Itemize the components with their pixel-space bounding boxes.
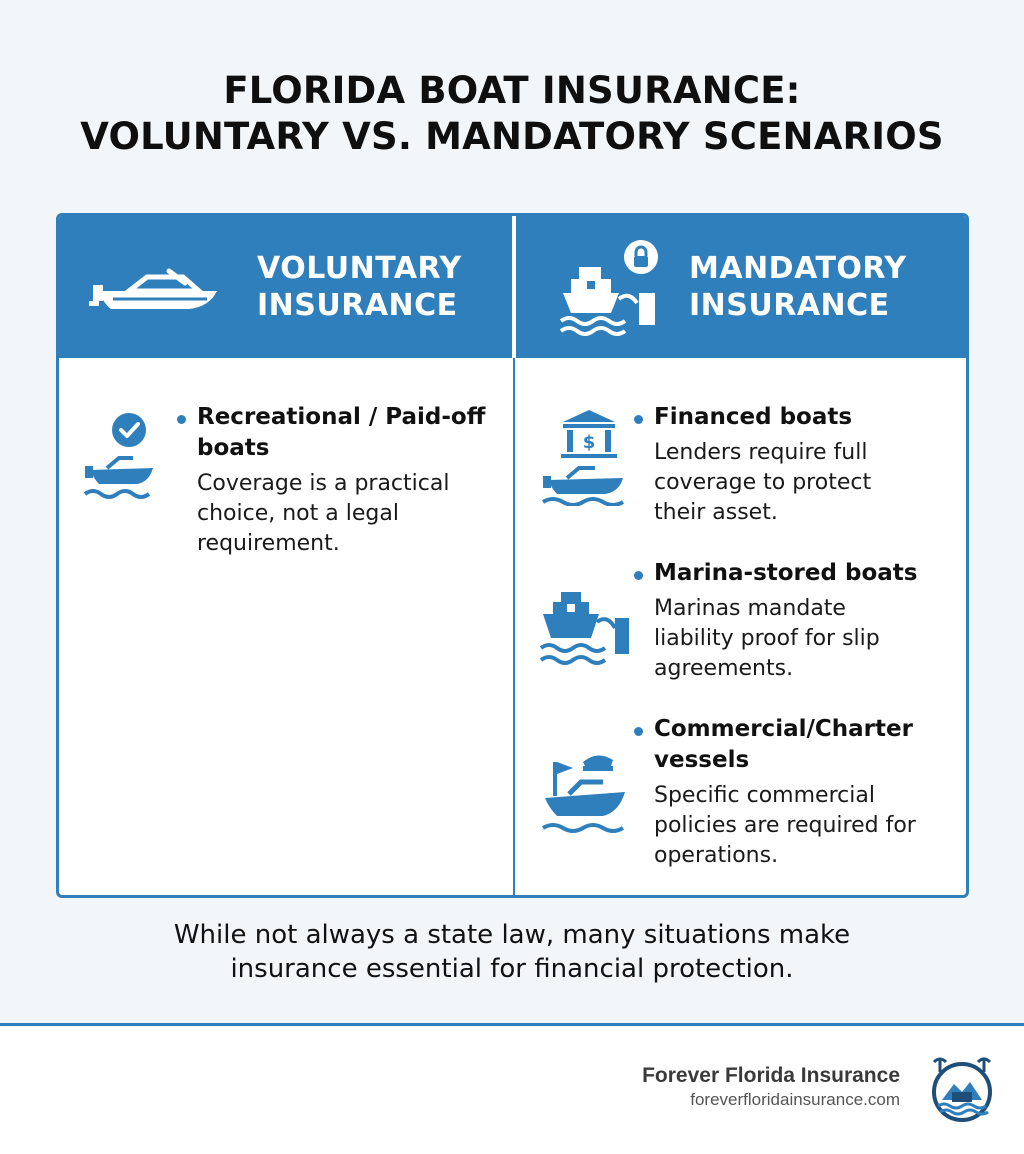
bullet-dot: [634, 571, 643, 580]
voluntary-item-desc-line-3: requirement.: [197, 531, 340, 556]
voluntary-heading: [257, 250, 462, 324]
voluntary-item-title-line-1: Recreational / Paid-off: [197, 404, 486, 430]
voluntary-heading-line-1: VOLUNTARY: [257, 251, 462, 286]
commercial-item-desc-line-1: Specific commercial: [654, 783, 875, 808]
financed-item-title-line-1: Financed boats: [654, 404, 853, 430]
voluntary-item-desc-line-2: choice, not a legal: [197, 501, 399, 526]
commercial-item-desc: [654, 781, 916, 871]
mandatory-heading: [689, 250, 907, 324]
marina-item-desc: [654, 594, 880, 684]
speedboat-icon: [89, 257, 229, 317]
brand-url[interactable]: foreverfloridainsurance.com: [690, 1090, 900, 1109]
bullet-dot: [177, 415, 186, 424]
marina-item-title: [654, 558, 917, 589]
financed-item-desc-line-2: coverage to protect: [654, 470, 872, 495]
voluntary-item-desc-line-1: Coverage is a practical: [197, 471, 450, 496]
svg-text:$: $: [582, 432, 596, 453]
voluntary-header: [89, 216, 462, 358]
brand-name: Forever Florida Insurance: [642, 1064, 900, 1087]
bullet-dot: [634, 415, 643, 424]
financed-item-desc-line-1: Lenders require full: [654, 440, 868, 465]
checkmark-boat-icon: [81, 412, 157, 504]
bank-boat-icon: [539, 408, 631, 506]
marina-item-desc-line-1: Marinas mandate: [654, 596, 846, 621]
voluntary-item-title: [197, 402, 485, 464]
marina-item-desc-line-3: agreements.: [654, 656, 794, 681]
marina-item-title-line-1: Marina-stored boats: [654, 560, 918, 586]
marina-item-desc-line-2: liability proof for slip: [654, 626, 880, 651]
mandatory-heading-line-1: MANDATORY: [689, 251, 907, 286]
footnote: [0, 918, 1024, 986]
bullet-dot: [634, 727, 643, 736]
mandatory-heading-line-2: INSURANCE: [689, 288, 890, 323]
page-title: [0, 68, 1024, 160]
palm-house-logo-icon: [930, 1056, 994, 1122]
commercial-item-title: [654, 714, 913, 776]
title-line-2: VOLUNTARY VS. MANDATORY SCENARIOS: [80, 115, 944, 158]
title-line-1: FLORIDA BOAT INSURANCE:: [223, 69, 801, 112]
voluntary-item-desc: [197, 469, 449, 559]
financed-item-desc: [654, 438, 871, 528]
commercial-item-desc-line-2: policies are required for: [654, 813, 916, 838]
captain-boat-icon: [539, 748, 631, 836]
footnote-line-2: insurance essential for financial protection.: [230, 954, 794, 984]
financed-item-title: [654, 402, 852, 433]
voluntary-item-title-line-2: boats: [197, 435, 270, 461]
locked-ship-dock-icon: [557, 237, 665, 337]
ship-dock-icon: [539, 588, 631, 668]
commercial-item-title-line-1: Commercial/Charter: [654, 716, 913, 742]
comparison-panel: [56, 213, 969, 898]
footnote-line-1: While not always a state law, many situations make: [173, 920, 851, 950]
mandatory-header: [557, 216, 907, 358]
financed-item-desc-line-3: their asset.: [654, 500, 778, 525]
voluntary-heading-line-2: INSURANCE: [257, 288, 458, 323]
commercial-item-desc-line-3: operations.: [654, 843, 779, 868]
column-divider: [513, 358, 515, 895]
commercial-item-title-line-2: vessels: [654, 747, 750, 773]
